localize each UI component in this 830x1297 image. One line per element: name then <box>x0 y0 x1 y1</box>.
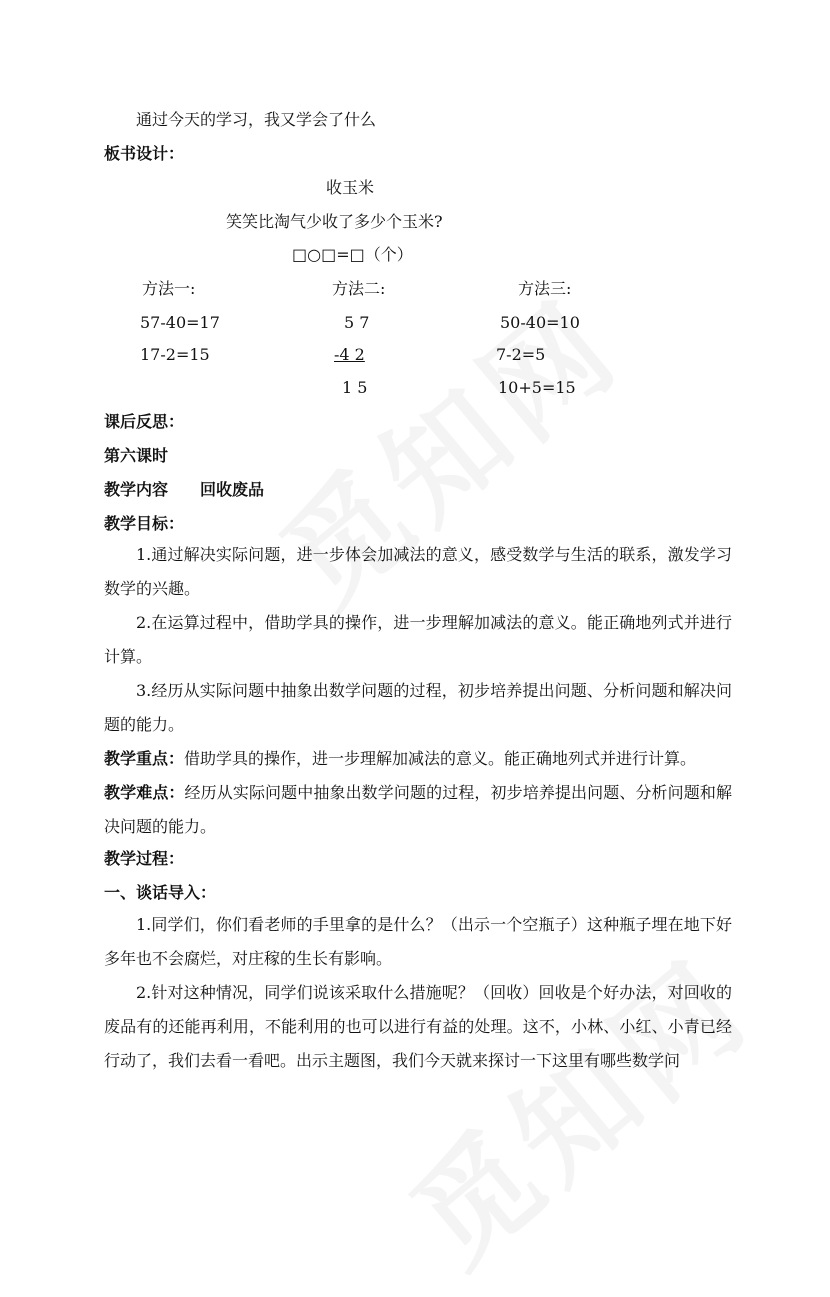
process-heading: 教学过程： <box>104 849 185 868</box>
intro-line: 通过今天的学习，我又学会了什么 <box>136 110 377 129</box>
method-2-line-2: -4 2 <box>334 345 365 364</box>
key-point-label: 教学重点： <box>104 749 185 768</box>
process-item-1: 1.同学们，你们看老师的手里拿的是什么？（出示一个空瓶子）这种瓶子埋在地下好多年也不会腐烂，对庄稼的生长有影响。 <box>104 915 732 968</box>
section-1-heading: 一、谈话导入： <box>104 883 217 902</box>
goal-item-1: 1.通过解决实际问题，进一步体会加减法的意义，感受数学与生活的联系，激发学习数学的兴趣。 <box>104 545 732 598</box>
difficulty-paragraph <box>104 776 732 844</box>
board-formula: □○□=□（个） <box>292 245 413 264</box>
board-design-heading: 板书设计： <box>104 144 185 163</box>
difficulty-label: 教学难点： <box>104 783 185 802</box>
content-value: 回收废品 <box>200 480 265 499</box>
lesson-title: 第六课时 <box>104 446 169 465</box>
reflection-heading: 课后反思： <box>104 412 185 431</box>
method-1-line-1: 57-40=17 <box>140 313 220 332</box>
goals-heading: 教学目标： <box>104 514 185 533</box>
key-point-text: 借助学具的操作，进一步理解加减法的意义。能正确地列式并进行计算。 <box>184 749 697 768</box>
method-1-line-2: 17-2=15 <box>140 345 210 364</box>
method-3-line-1: 50-40=10 <box>500 313 580 332</box>
goal-item-3: 3.经历从实际问题中抽象出数学问题的过程，初步培养提出问题、分析问题和解决问题的能力。 <box>104 681 732 734</box>
method-3-line-2: 7-2=5 <box>496 345 546 364</box>
key-point-paragraph <box>104 742 732 776</box>
board-question: 笑笑比淘气少收了多少个玉米? <box>226 212 443 231</box>
board-title: 收玉米 <box>326 178 375 197</box>
method-2-line-3: 1 5 <box>342 378 368 397</box>
method-3-label: 方法三: <box>518 279 572 298</box>
method-2-line-1: 5 7 <box>344 313 370 332</box>
process-item-2: 2.针对这种情况，同学们说该采取什么措施呢？（回收）回收是个好办法，对回收的废品有的还能再利用，不能利用的也可以进行有益的处理。这不，小林、小红、小青已经行动了，我们去看一看吧。出示主题图，我们今天就来探讨一下这里有哪些数学问 <box>104 983 732 1070</box>
difficulty-text: 经历从实际问题中抽象出数学问题的过程，初步培养提出问题、分析问题和解决问题的能力。 <box>104 783 732 836</box>
content-label: 教学内容 <box>104 480 169 499</box>
goal-item-2: 2.在运算过程中，借助学具的操作，进一步理解加减法的意义。能正确地列式并进行计算。 <box>104 613 732 666</box>
method-2-label: 方法二: <box>332 279 386 298</box>
method-1-label: 方法一: <box>142 279 196 298</box>
method-3-line-3: 10+5=15 <box>498 378 576 397</box>
